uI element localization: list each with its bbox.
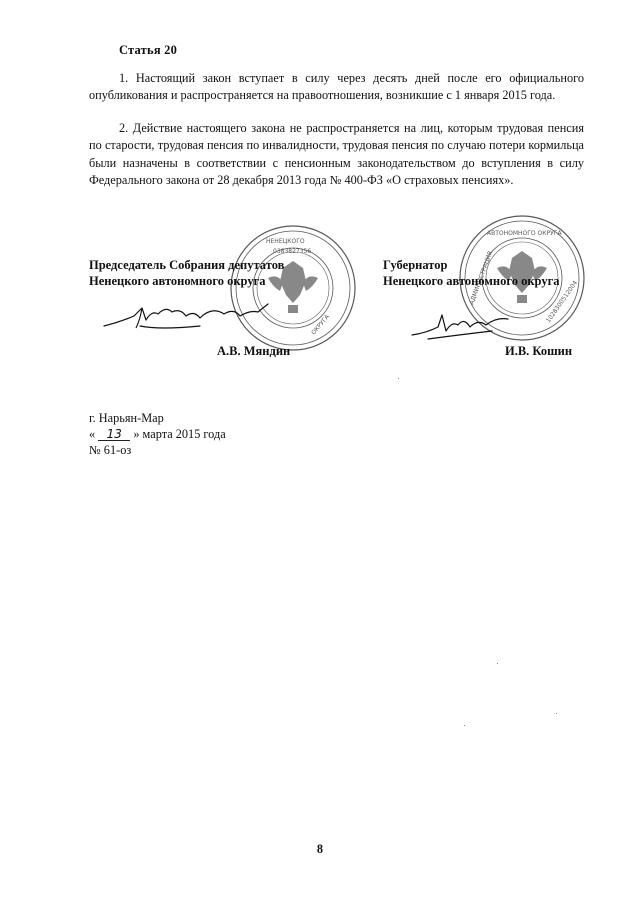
svg-text:АДМИНИСТРАЦИЯ: АДМИНИСТРАЦИЯ xyxy=(468,250,495,306)
scan-speck xyxy=(464,725,465,726)
svg-text:0383827356: 0383827356 xyxy=(273,248,312,255)
date-close-quote: » xyxy=(133,427,140,441)
svg-text:НЕНЕЦКОГО: НЕНЕЦКОГО xyxy=(266,238,305,245)
handwritten-signature-icon xyxy=(100,296,280,338)
svg-text:1028300512004: 1028300512004 xyxy=(544,279,580,325)
paragraph-2: 2. Действие настоящего закона не распространяется на лиц, которым трудовая пенсия по старости, трудовая пенсия по инвалидности, трудовая пенсия по случаю потери кормильца были назначены в соответствии с пенсионным законодательством до вступления в силу Федерального закона от 28 декабря 2013 года № 400-ФЗ «О страховых пенсиях». xyxy=(89,121,584,187)
left-signatory-name: А.В. Мяндин xyxy=(217,344,291,358)
svg-text:ОКРУГА: ОКРУГА xyxy=(310,313,331,337)
handwritten-signature-icon xyxy=(408,305,518,345)
left-title-line-1: Председатель Собрания депутатов xyxy=(89,258,285,272)
date-day-handwritten: 13 xyxy=(98,428,130,441)
law-number: № 61-оз xyxy=(89,443,132,457)
right-signatory-title xyxy=(383,258,560,289)
left-title-line-2: Ненецкого автономного округа xyxy=(89,273,266,288)
scan-speck xyxy=(398,378,399,379)
right-title-line-2: Ненецкого автономного округа xyxy=(383,273,560,288)
paragraph-1: 1. Настоящий закон вступает в силу через десять дней после его официального опубликования и распространяется на правоотношения, возникшие с 1 января 2015 года. xyxy=(89,71,584,103)
scan-speck xyxy=(497,663,498,664)
right-signatory-name: И.В. Кошин xyxy=(505,344,573,358)
signing-date xyxy=(89,426,226,442)
place-of-signing: г. Нарьян-Мар xyxy=(89,411,164,425)
scan-speck xyxy=(556,713,557,714)
article-title: Статья 20 xyxy=(119,43,178,57)
svg-text:АВТОНОМНОГО ОКРУГА: АВТОНОМНОГО ОКРУГА xyxy=(487,230,562,237)
right-title-line-1: Губернатор xyxy=(383,258,448,272)
left-signatory-title xyxy=(89,258,284,289)
date-open-quote: « xyxy=(89,427,96,441)
page-number: 8 xyxy=(316,842,324,856)
date-month-year: марта 2015 года xyxy=(142,427,226,441)
